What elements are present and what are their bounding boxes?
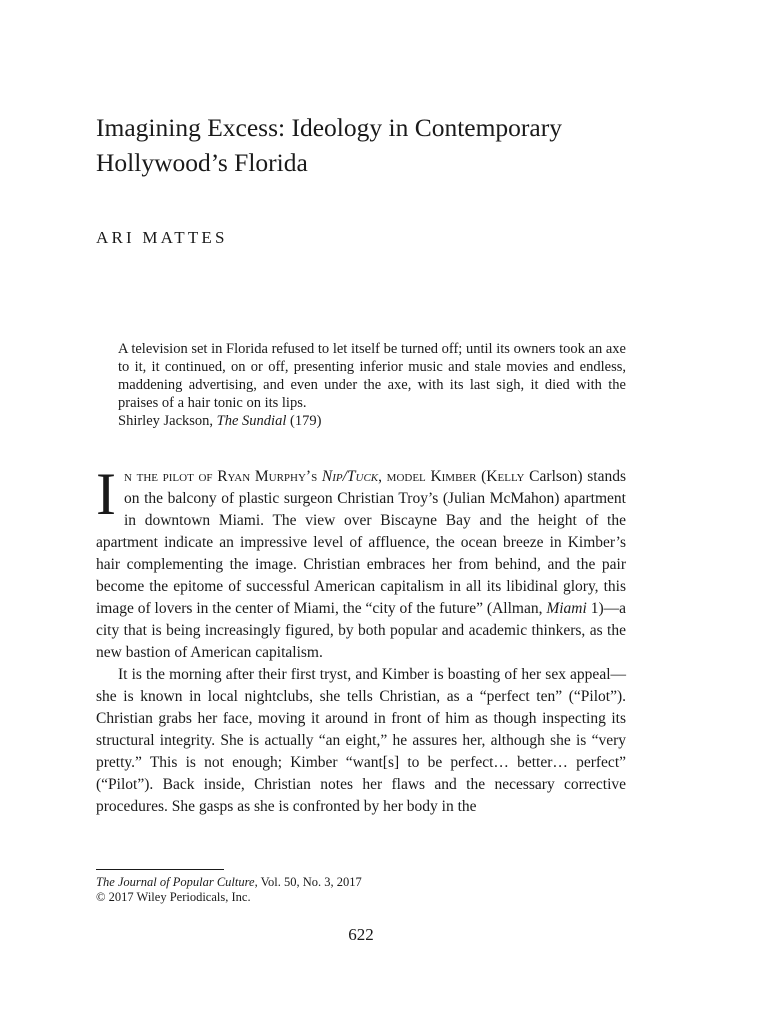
- p1-run-1: n the pilot of Ryan Murphy’s: [123, 468, 322, 485]
- journal-citation: [96, 875, 362, 890]
- drop-cap: I: [96, 461, 116, 527]
- journal-volume: , Vol. 50, No. 3, 2017: [254, 875, 362, 889]
- epigraph-text: A television set in Florida refused to let itself be turned off; until its owners took an axe to it, it continued, on or off, presenting inferior music and stale movies and endless, maddening advertising, and even under the axe, with its last sigh, it died with the praises of a hair tonic on its lips.: [118, 341, 626, 411]
- p1-run-3: , model Kimber (Kelly: [378, 468, 525, 485]
- opening-small-caps: [124, 468, 525, 485]
- paragraph-1: [96, 461, 626, 664]
- paragraph-2: It is the morning after their first tryst, and Kimber is boasting of her sex appeal—she is known in local nightclubs, she tells Christian, as a “perfect ten” (“Pilot”). Christian grabs her face, moving it around in front of him as though inspecting its structural integrity. She is actually “an eight,” he assures her, although she is “very pretty.” This is not enough; Kimber “want[s] to be perfect… better… perfect” (“Pilot”). Back inside, Christian notes her flaws and the necessary corrective procedures. She gasps as she is confronted by her body in the: [96, 666, 626, 815]
- epigraph-source-author: Shirley Jackson,: [118, 413, 214, 429]
- epigraph-source-title: The Sundial: [216, 413, 287, 429]
- title-line-1: Imagining Excess: Ideology in Contemporary: [96, 113, 562, 142]
- epigraph: [118, 340, 626, 430]
- journal-name: The Journal of Popular Culture: [96, 875, 255, 889]
- p1-run-6: 1)—a city that is being increasingly figured, by both popular and academic thinkers, as the new bastion of American capitalism.: [96, 600, 626, 661]
- body-text: [96, 461, 626, 818]
- p1-run-4: Carlson) stands on the balcony of plastic surgeon Christian Troy’s (Julian McMahon) apartment in downtown Miami. The view over Biscayne Bay and the height of the apartment indicate an impressive level of affluence, the ocean breeze in Kimber’s hair complementing the image. Christian embraces her from behind, and the pair become the epitome of successful American capitalism in all its libidinal glory, this image of lovers in the center of Miami, the “city of the future” (Allman,: [96, 468, 626, 617]
- page-number: 622: [348, 925, 374, 944]
- title-line-2: Hollywood’s Florida: [96, 148, 308, 177]
- footnote-divider: [96, 869, 224, 870]
- copyright-line: © 2017 Wiley Periodicals, Inc.: [96, 890, 251, 904]
- author-name: ARI MATTES: [96, 228, 228, 247]
- article-title: [96, 110, 656, 180]
- epigraph-source-page: (179): [289, 413, 322, 429]
- show-title-nip-tuck: Nip/Tuck: [321, 468, 379, 485]
- article-page: [96, 0, 626, 1024]
- epigraph-source: [118, 412, 626, 430]
- footnote: [96, 875, 362, 905]
- citation-title-miami: Miami: [546, 600, 587, 617]
